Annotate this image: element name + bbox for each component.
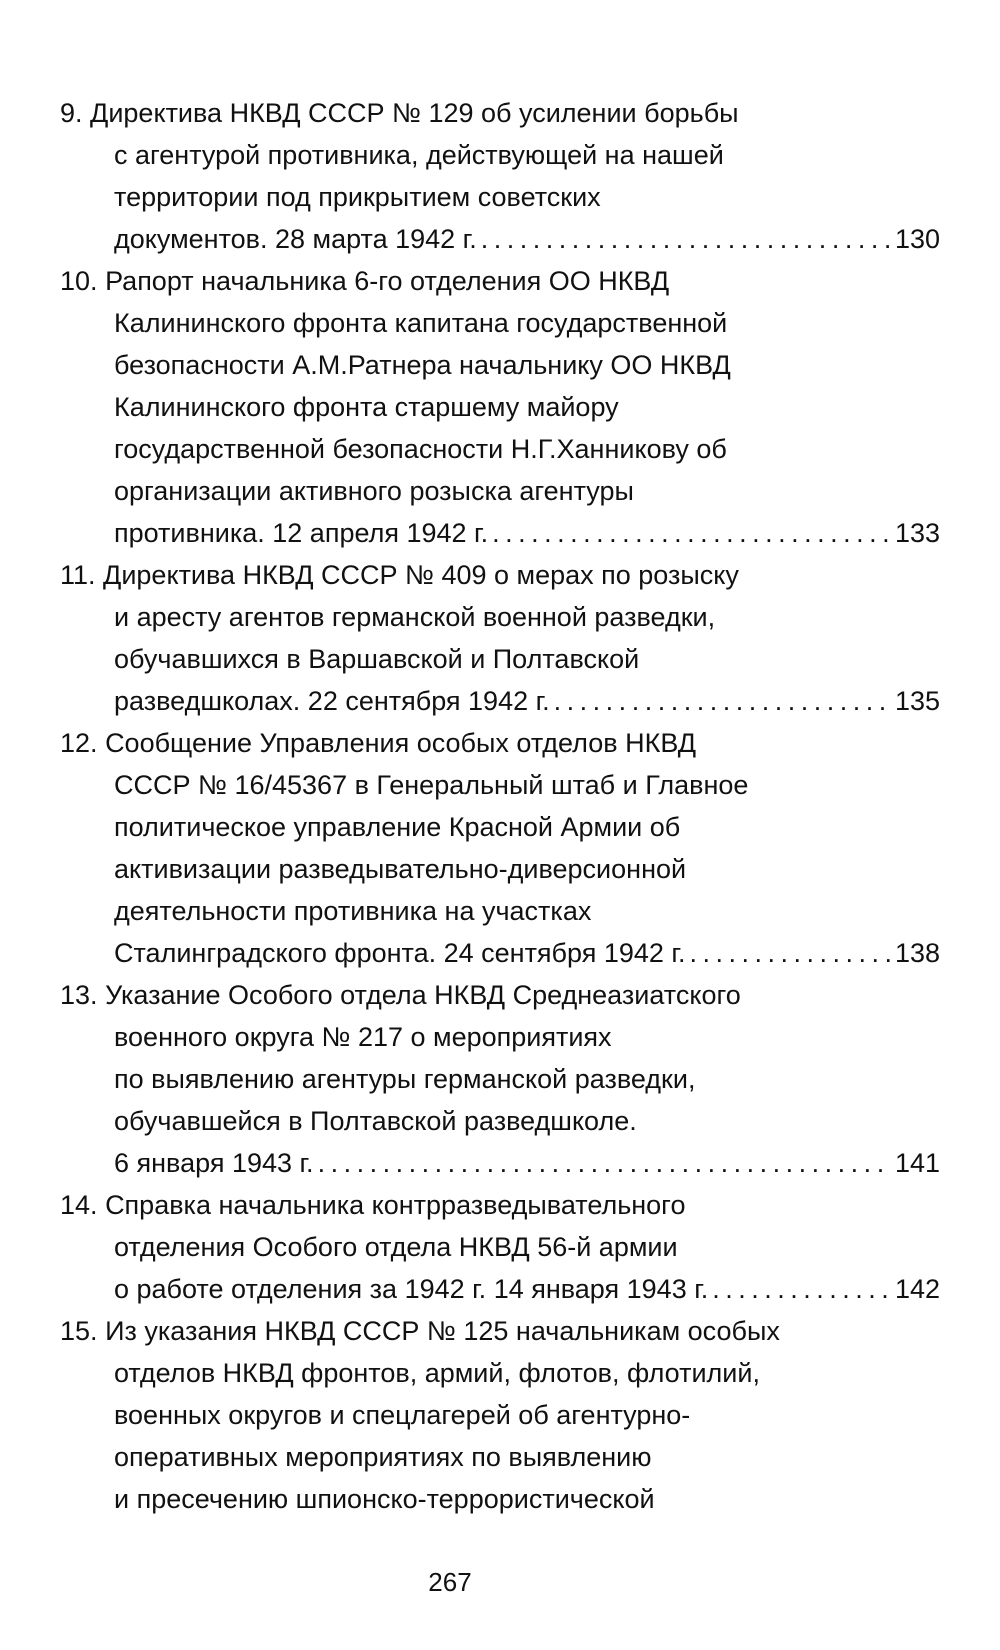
toc-entry-text: военного округа № 217 о мероприятиях	[114, 1022, 612, 1052]
toc-entry	[60, 722, 940, 974]
toc-entry-line	[60, 1016, 940, 1058]
toc-entry-line	[60, 806, 940, 848]
toc-entry-line	[60, 596, 940, 638]
toc-entry-page: 130	[894, 224, 940, 254]
toc-entry-text: отделения Особого отдела НКВД 56-й армии	[114, 1232, 678, 1262]
toc-entry-line	[60, 974, 940, 1016]
toc-entry-line	[60, 176, 940, 218]
dot-leader	[712, 1268, 891, 1310]
toc-entry-line	[60, 302, 940, 344]
toc-entry-text: Рапорт начальника 6-го отделения ОО НКВД	[105, 266, 670, 296]
toc-entry-line	[60, 1226, 940, 1268]
toc-entry-line	[60, 134, 940, 176]
toc-entry	[60, 974, 940, 1184]
toc-entry-text: территории под прикрытием советских	[114, 182, 601, 212]
dot-leader	[492, 512, 891, 554]
toc-entry-text: и аресту агентов германской военной разведки,	[114, 602, 716, 632]
toc-entry-text: Из указания НКВД СССР № 125 начальникам особых	[105, 1316, 780, 1346]
toc-entry-text: СССР № 16/45367 в Генеральный штаб и Главное	[114, 770, 749, 800]
toc-entry-text: отделов НКВД фронтов, армий, флотов, флотилий,	[114, 1358, 760, 1388]
toc-entry	[60, 554, 940, 722]
toc-entry-line	[60, 344, 940, 386]
toc-entry-line	[60, 428, 940, 470]
toc-entry-text: о работе отделения за 1942 г. 14 января 1943 г.	[114, 1274, 709, 1304]
dot-leader	[481, 218, 891, 260]
toc-entry-line	[60, 890, 940, 932]
toc-entry-last-line	[60, 512, 940, 554]
toc-entry-number: 11.	[60, 560, 96, 590]
toc-entry-text: документов. 28 марта 1942 г.	[114, 224, 477, 254]
toc-entry-text: противника. 12 апреля 1942 г.	[114, 518, 489, 548]
toc-entry-text: оперативных мероприятиях по выявлению	[114, 1442, 652, 1472]
toc-entry-text: Директива НКВД СССР № 409 о мерах по розыску	[103, 560, 739, 590]
toc-entry-line	[60, 848, 940, 890]
toc-entry-number: 13.	[60, 980, 98, 1010]
toc-entry-text: военных округов и спецлагерей об агентурно-	[114, 1400, 691, 1430]
toc-entry-text: безопасности А.М.Ратнера начальнику ОО НКВД	[114, 350, 731, 380]
toc-entry-number: 9.	[60, 98, 83, 128]
toc-entry-line	[60, 1436, 940, 1478]
dot-leader	[318, 1142, 891, 1184]
toc-entry-line	[60, 1100, 940, 1142]
toc-entry-last-line	[60, 1268, 940, 1310]
toc-entry-text: и пресечению шпионско-террористической	[114, 1484, 655, 1514]
toc-entry-line	[60, 764, 940, 806]
toc-entry-line	[60, 1310, 940, 1352]
toc-entry-line	[60, 1478, 940, 1520]
toc-entry	[60, 1310, 940, 1520]
toc-entry-text: Директива НКВД СССР № 129 об усилении борьбы	[90, 98, 739, 128]
toc-entry-line	[60, 722, 940, 764]
toc-entry-line	[60, 1058, 940, 1100]
toc-entry-text: 6 января 1943 г.	[114, 1148, 314, 1178]
toc-entry-line	[60, 1352, 940, 1394]
toc-entry-text: Указание Особого отдела НКВД Среднеазиатского	[105, 980, 741, 1010]
toc-entry-text: организации активного розыска агентуры	[114, 476, 634, 506]
toc-entry-text: государственной безопасности Н.Г.Ханникову об	[114, 434, 727, 464]
toc-entry-last-line	[60, 932, 940, 974]
toc-entry-last-line	[60, 1142, 940, 1184]
toc-entry-text: политическое управление Красной Армии об	[114, 812, 681, 842]
toc-entry-number: 12.	[60, 728, 98, 758]
toc-entry-line	[60, 1184, 940, 1226]
dot-leader	[689, 932, 890, 974]
toc-entry-line	[60, 470, 940, 512]
toc-entry-last-line	[60, 218, 940, 260]
toc-entry-text: Сталинградского фронта. 24 сентября 1942 г.	[114, 938, 686, 968]
table-of-contents	[60, 92, 940, 1520]
toc-entry-line	[60, 260, 940, 302]
toc-entry-line	[60, 638, 940, 680]
toc-entry-number: 10.	[60, 266, 98, 296]
toc-entry-last-line	[60, 680, 940, 722]
toc-entry-text: по выявлению агентуры германской разведки,	[114, 1064, 696, 1094]
toc-entry	[60, 1184, 940, 1310]
dot-leader	[554, 680, 891, 722]
toc-entry-text: Калининского фронта капитана государственной	[114, 308, 728, 338]
toc-entry-text: Сообщение Управления особых отделов НКВД	[105, 728, 697, 758]
toc-entry-line	[60, 1394, 940, 1436]
toc-entry	[60, 260, 940, 554]
toc-entry-text: обучавшихся в Варшавской и Полтавской	[114, 644, 640, 674]
toc-entry-line	[60, 386, 940, 428]
toc-entry-text: разведшколах. 22 сентября 1942 г.	[114, 686, 550, 716]
toc-entry-text: деятельности противника на участках	[114, 896, 592, 926]
toc-entry-page: 141	[894, 1148, 940, 1178]
page-number: 267	[428, 1567, 472, 1597]
toc-entry	[60, 92, 940, 260]
toc-entry-number: 14.	[60, 1190, 98, 1220]
toc-entry-page: 133	[894, 518, 940, 548]
toc-entry-page: 138	[894, 938, 940, 968]
toc-entry-text: активизации разведывательно-диверсионной	[114, 854, 687, 884]
toc-entry-text: обучавшейся в Полтавской разведшколе.	[114, 1106, 637, 1136]
toc-entry-line	[60, 92, 940, 134]
toc-entry-text: с агентурой противника, действующей на нашей	[114, 140, 724, 170]
toc-entry-text: Калининского фронта старшему майору	[114, 392, 619, 422]
toc-entry-page: 135	[894, 686, 940, 716]
toc-entry-text: Справка начальника контрразведывательного	[105, 1190, 686, 1220]
toc-entry-page: 142	[894, 1274, 940, 1304]
toc-entry-line	[60, 554, 940, 596]
toc-entry-number: 15.	[60, 1316, 98, 1346]
